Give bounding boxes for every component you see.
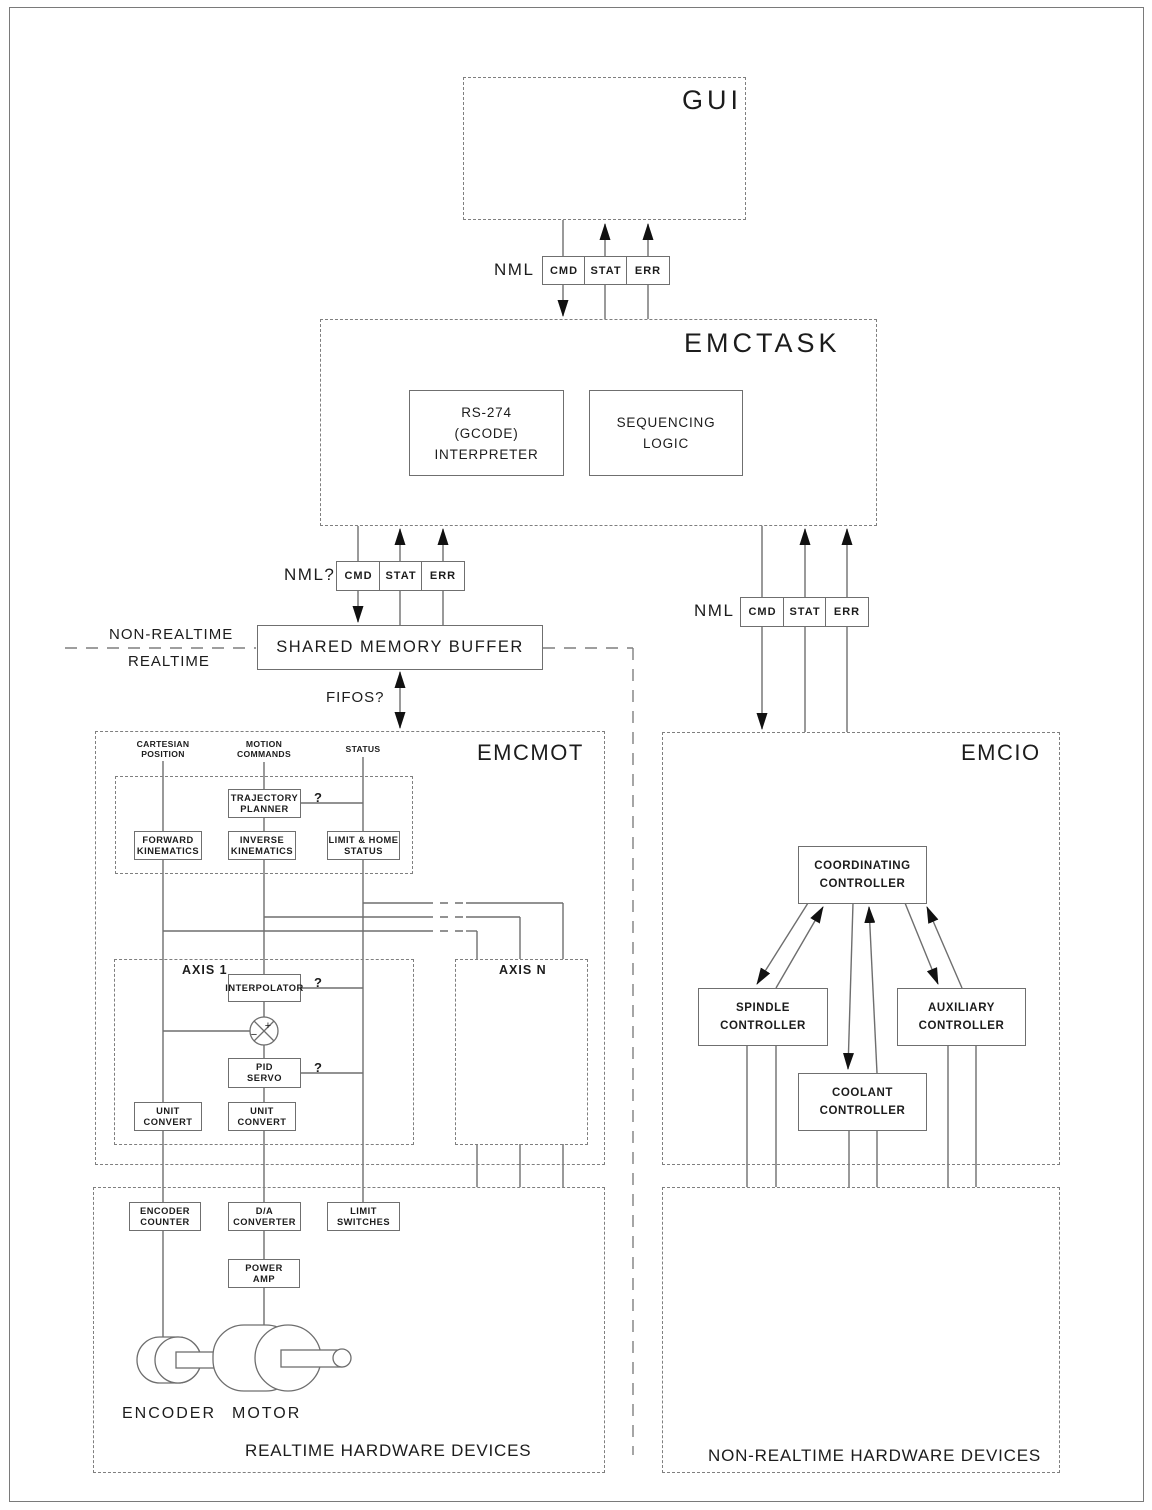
nml-left-err-cell: ERR	[421, 561, 465, 591]
sum-plus-sign: +	[264, 1020, 272, 1032]
nml-top-label: NML	[494, 260, 535, 279]
trajectory-question-mark: ?	[314, 790, 322, 805]
nml-right-label: NML	[694, 601, 735, 620]
nml-left-label: NML?	[284, 565, 336, 584]
encoder-counter-box: ENCODER COUNTER	[129, 1202, 201, 1231]
emcio-title: EMCIO	[961, 740, 1041, 765]
limit-home-status-box: LIMIT & HOME STATUS	[327, 831, 400, 860]
inverse-kinematics-box: INVERSE KINEMATICS	[228, 831, 296, 860]
gui-title: GUI	[682, 85, 743, 115]
coordinating-controller-box: COORDINATING CONTROLLER	[798, 846, 927, 904]
motor-device-label: MOTOR	[232, 1405, 302, 1422]
coolant-controller-box: COOLANT CONTROLLER	[798, 1073, 927, 1131]
status-label: STATUS	[345, 744, 381, 754]
da-converter-box: D/A CONVERTER	[228, 1202, 301, 1231]
axisn-box	[455, 959, 588, 1145]
nml-right-cmd-cell: CMD	[740, 597, 785, 627]
axisn-label: AXIS N	[499, 963, 547, 977]
non-realtime-hardware-box	[662, 1187, 1060, 1473]
interpolator-question-mark: ?	[314, 975, 322, 990]
nml-top-stat-cell: STAT	[584, 256, 628, 285]
nml-top-err-cell: ERR	[626, 256, 670, 285]
pid-servo-box: PID SERVO	[228, 1058, 301, 1088]
unit-convert-mid-box: UNIT CONVERT	[228, 1102, 296, 1131]
nml-left-stat-cell: STAT	[379, 561, 423, 591]
shared-memory-buffer-box: SHARED MEMORY BUFFER	[257, 625, 543, 670]
fifos-label: FIFOS?	[326, 689, 385, 706]
interpolator-box: INTERPOLATOR	[228, 974, 301, 1002]
emctask-title: EMCTASK	[684, 328, 841, 358]
rs274-interpreter-box: RS-274 (GCODE) INTERPRETER	[409, 390, 564, 476]
non-realtime-hardware-title: NON-REALTIME HARDWARE DEVICES	[708, 1446, 1042, 1465]
pid-question-mark: ?	[314, 1060, 322, 1075]
nml-left-cmd-cell: CMD	[336, 561, 381, 591]
trajectory-planner-box: TRAJECTORY PLANNER	[228, 789, 301, 818]
encoder-device-label: ENCODER	[122, 1405, 217, 1422]
forward-kinematics-box: FORWARD KINEMATICS	[134, 831, 202, 860]
nml-right-stat-cell: STAT	[783, 597, 827, 627]
emctask-emcio-wires	[762, 526, 847, 732]
unit-convert-left-box: UNIT CONVERT	[134, 1102, 202, 1131]
sequencing-logic-box: SEQUENCING LOGIC	[589, 390, 743, 476]
cartesian-position-label: CARTESIAN POSITION	[136, 739, 190, 759]
realtime-hardware-title: REALTIME HARDWARE DEVICES	[245, 1441, 532, 1460]
power-amp-box: POWER AMP	[228, 1259, 300, 1288]
non-realtime-divider-label: NON-REALTIME	[109, 626, 234, 643]
axis1-label: AXIS 1	[182, 963, 228, 977]
emcmot-title: EMCMOT	[477, 740, 584, 765]
limit-switches-box: LIMIT SWITCHES	[327, 1202, 400, 1231]
nml-right-err-cell: ERR	[825, 597, 869, 627]
auxiliary-controller-box: AUXILIARY CONTROLLER	[897, 988, 1026, 1046]
realtime-divider-label: REALTIME	[128, 653, 210, 670]
spindle-controller-box: SPINDLE CONTROLLER	[698, 988, 828, 1046]
sum-minus-sign: −	[250, 1029, 258, 1041]
motion-commands-label: MOTION COMMANDS	[237, 739, 291, 759]
nml-top-cmd-cell: CMD	[542, 256, 586, 285]
